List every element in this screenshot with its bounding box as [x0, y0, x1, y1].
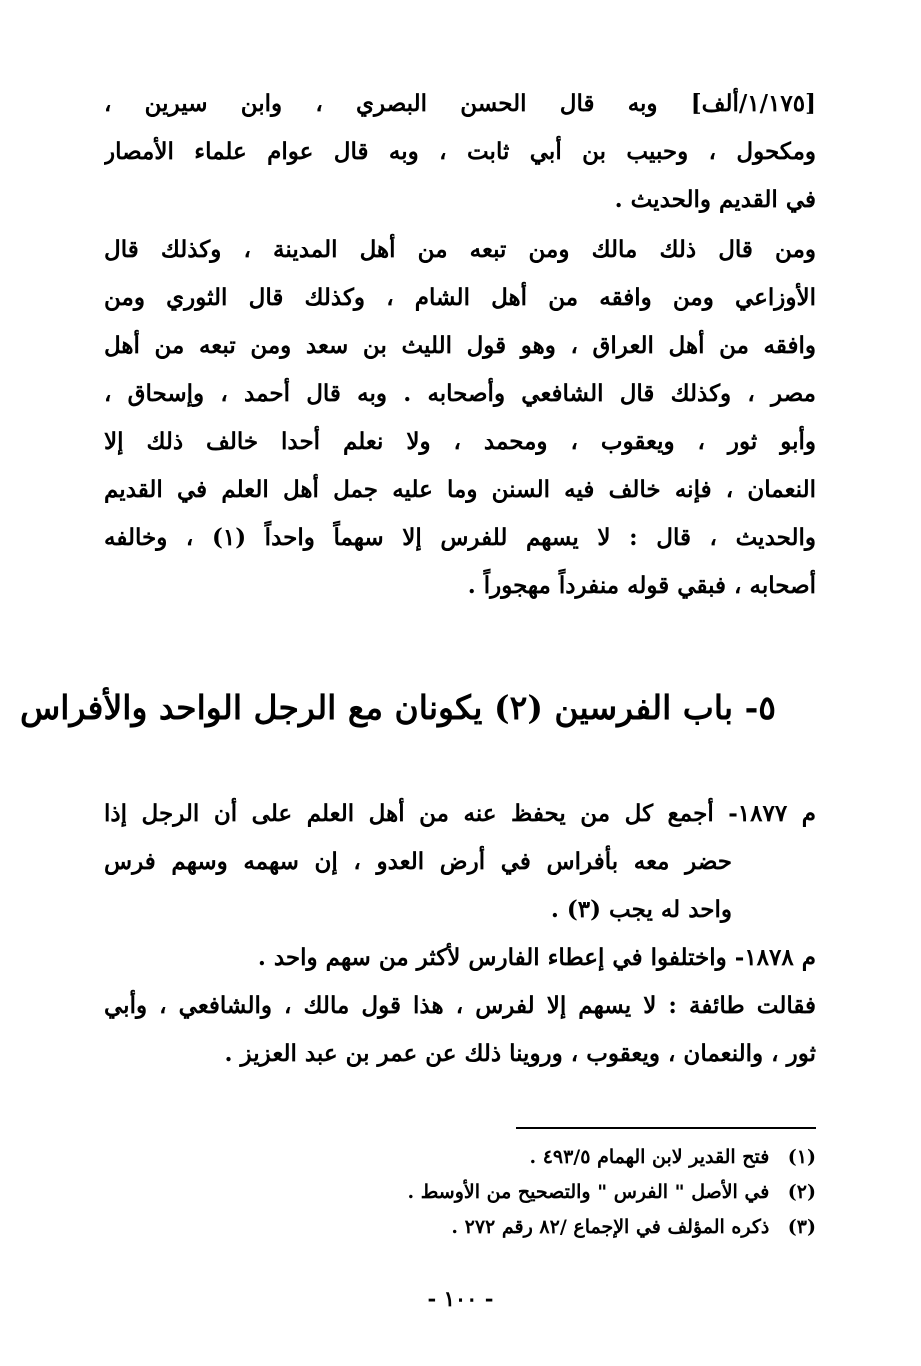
text-line: مصر ، وكذلك قال الشافعي وأصحابه . وبه قال أحمد ، وإسحاق ،: [104, 380, 816, 407]
issue-1877-line: واحد له يجب (٣) .: [550, 896, 732, 923]
text-line: الأوزاعي ومن وافقه من أهل الشام ، وكذلك قال الثوري ومن: [104, 284, 816, 311]
issue-1878-line: فقالت طائفة : لا يسهم إلا لفرس ، هذا قول مالك ، والشافعي ، وأبي: [104, 992, 816, 1019]
page-number: - ١٠٠ -: [427, 1286, 494, 1311]
footnote-number: (١): [787, 1146, 816, 1168]
text-line: النعمان ، فإنه خالف فيه السنن وما عليه جمل أهل العلم في القديم: [104, 476, 816, 503]
footnote-text: فتح القدير لابن الهمام ٤٩٣/٥ .: [529, 1146, 770, 1168]
footnote-number: (٣): [787, 1216, 816, 1238]
text-line: في القديم والحديث .: [614, 186, 816, 213]
footnote-item: [104, 1210, 816, 1245]
issue-1878-line: ثور ، والنعمان ، ويعقوب ، وروينا ذلك عن عمر بن عبد العزيز .: [224, 1040, 816, 1067]
issues-section: [104, 790, 816, 1078]
footnote-item: [104, 1140, 816, 1175]
footnote-text: ذكره المؤلف في الإجماع /٨٢ رقم ٢٧٢ .: [451, 1216, 770, 1238]
issue-1877-line: م ١٨٧٧- أجمع كل من يحفظ عنه من أهل العلم على أن الرجل إذا: [104, 800, 816, 827]
text-line: أصحابه ، فبقي قوله منفرداً مهجوراً .: [467, 572, 816, 599]
issue-1878-line: م ١٨٧٨- واختلفوا في إعطاء الفارس لأكثر من سهم واحد .: [257, 944, 816, 971]
footnote-text: في الأصل " الفرس " والتصحيح من الأوسط .: [407, 1181, 770, 1203]
chapter-heading: ٥- باب الفرسين (٢) يكونان مع الرجل الواحد والأفراس: [20, 688, 776, 727]
footnote-separator: [516, 1127, 816, 1129]
scholars-paragraph: [104, 226, 816, 610]
intro-paragraph: [104, 80, 816, 224]
text-line: ومكحول ، وحبيب بن أبي ثابت ، وبه قال عوام علماء الأمصار: [104, 138, 816, 165]
footnote-number: (٢): [787, 1181, 816, 1203]
text-line: وأبو ثور ، ويعقوب ، ومحمد ، ولا نعلم أحدا خالف ذلك إلا: [104, 428, 816, 455]
text-line: [١/١٧٥/ألف] وبه قال الحسن البصري ، وابن سيرين ،: [104, 90, 816, 117]
text-line: ومن قال ذلك مالك ومن تبعه من أهل المدينة ، وكذلك قال: [104, 236, 816, 263]
footnote-item: [104, 1175, 816, 1210]
footnotes: [104, 1140, 816, 1245]
issue-1877-line: حضر معه بأفراس في أرض العدو ، إن سهمه وسهم فرس: [104, 848, 732, 875]
text-line: والحديث ، قال : لا يسهم للفرس إلا سهماً واحداً (١) ، وخالفه: [104, 524, 816, 551]
text-line: وافقه من أهل العراق ، وهو قول الليث بن سعد ومن تبعه من أهل: [104, 332, 816, 359]
